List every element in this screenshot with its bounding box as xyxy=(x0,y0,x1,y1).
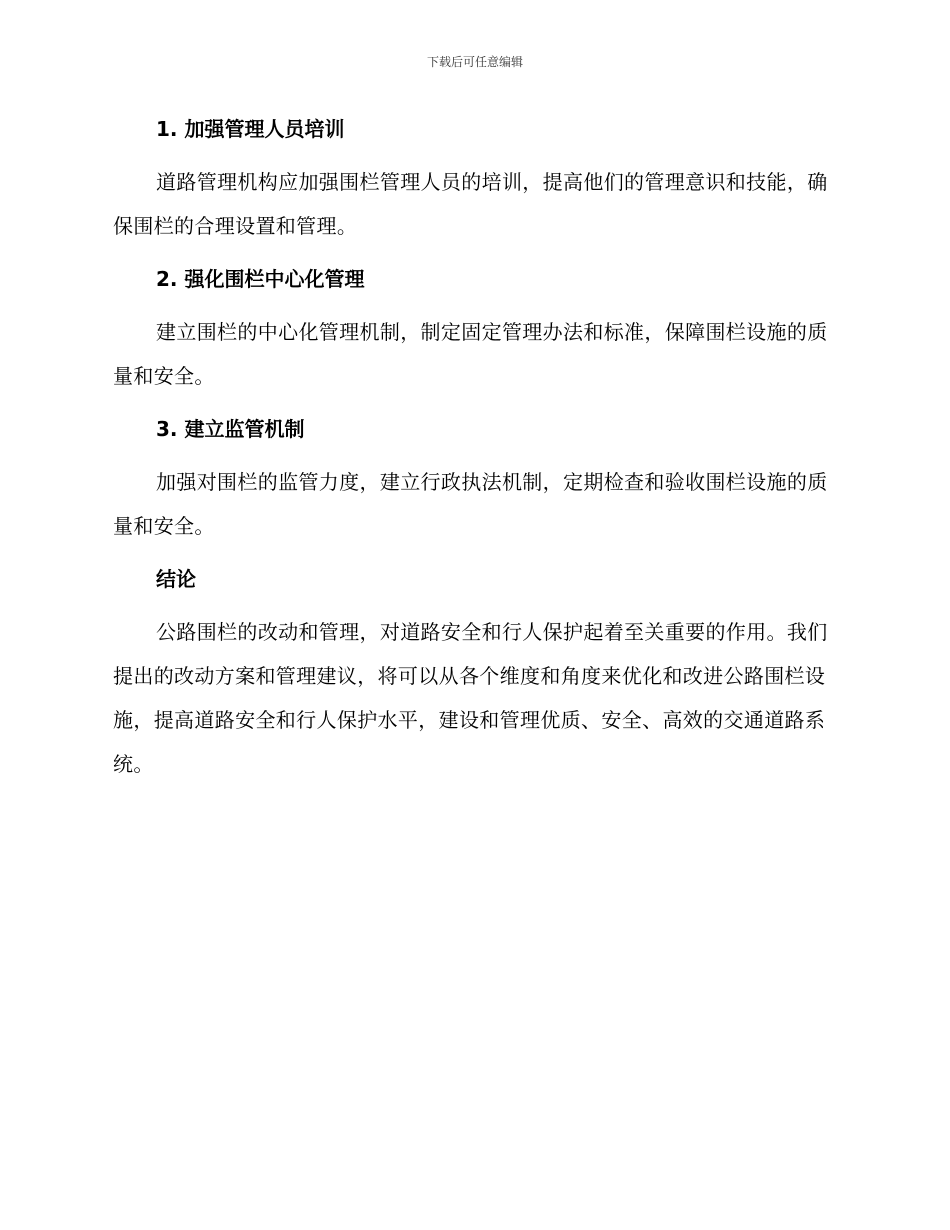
section-heading: 1. 加强管理人员培训 xyxy=(156,117,345,141)
section-paragraph: 道路管理机构应加强围栏管理人员的培训，提高他们的管理意识和技能，确保围栏的合理设置和管理。 xyxy=(113,170,828,238)
section-heading: 3. 建立监管机制 xyxy=(156,417,305,441)
section-heading: 结论 xyxy=(156,567,196,591)
section-heading: 2. 强化围栏中心化管理 xyxy=(156,267,365,291)
section-paragraph: 加强对围栏的监管力度，建立行政执法机制，定期检查和验收围栏设施的质量和安全。 xyxy=(113,470,828,538)
section-paragraph: 公路围栏的改动和管理，对道路安全和行人保护起着至关重要的作用。我们提出的改动方案和管理建议，将可以从各个维度和角度来优化和改进公路围栏设施，提高道路安全和行人保护水平，建设和管理优质、安全、高效的交通道路系统。 xyxy=(113,620,828,776)
section-training xyxy=(113,112,833,262)
section-paragraph: 建立围栏的中心化管理机制，制定固定管理办法和标准，保障围栏设施的质量和安全。 xyxy=(113,320,828,388)
section-supervision xyxy=(113,412,833,562)
header-note: 下载后可任意编辑 xyxy=(426,55,523,69)
section-conclusion xyxy=(113,562,833,786)
section-centralized-management xyxy=(113,262,833,412)
document-body xyxy=(113,112,833,786)
